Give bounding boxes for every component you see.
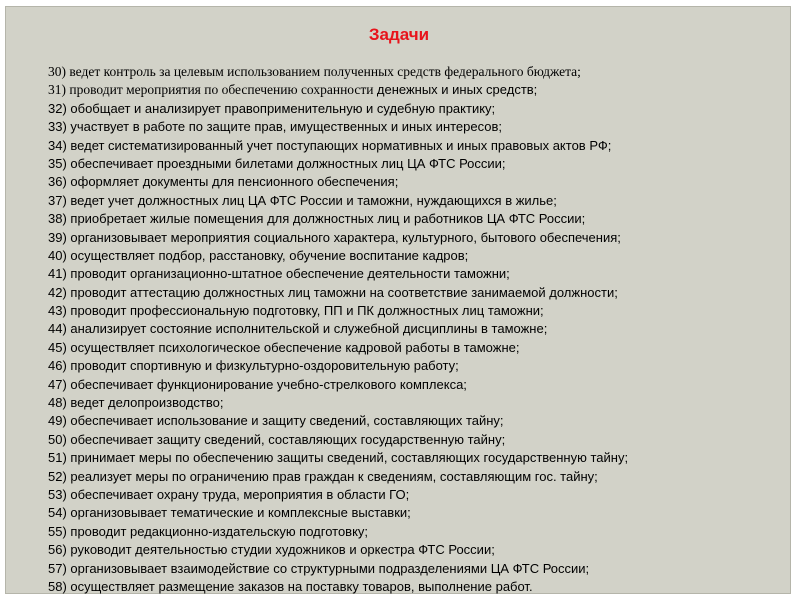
task-text: 53) обеспечивает охрану труда, мероприятия в области ГО;: [48, 486, 410, 502]
task-text: 42) проводит аттестацию должностных лиц таможни на соответствие занимаемой должности;: [48, 284, 618, 300]
task-text: 35) обеспечивает проездными билетами должностных лиц ЦА ФТС России;: [48, 155, 506, 171]
task-list-item: [48, 578, 792, 596]
task-text: 33) участвует в работе по защите прав, имущественных и иных интересов;: [48, 119, 503, 135]
task-list-item: [48, 357, 792, 375]
task-list-item: [48, 137, 792, 155]
task-text: 46) проводит спортивную и физкультурно-оздоровительную работу;: [48, 358, 459, 374]
task-text: 51) принимает меры по обеспечению защиты сведений, составляющих государственную тайну;: [48, 450, 629, 466]
task-list-item: [48, 302, 792, 320]
task-list-item: [48, 541, 792, 559]
task-text-serif: 30) ведет контроль за целевым использованием полученных средств федерального бюджета;: [48, 64, 581, 79]
task-list-item: [48, 449, 792, 467]
task-list-item: [48, 155, 792, 173]
task-list-item: [48, 192, 792, 210]
task-list-item: [48, 229, 792, 247]
task-text: 57) организовывает взаимодействие со структурными подразделениями ЦА ФТС России;: [48, 560, 590, 576]
task-text: 37) ведет учет должностных лиц ЦА ФТС России и таможни, нуждающихся в жилье;: [48, 192, 557, 208]
slide-title: Задачи: [368, 25, 430, 44]
task-list-item: [48, 210, 792, 228]
task-list-item: [48, 100, 792, 118]
task-list-item: [48, 560, 792, 578]
task-text: 34) ведет систематизированный учет поступающих нормативных и иных правовых актов РФ;: [48, 137, 612, 153]
task-list-item: [48, 412, 792, 430]
content-panel: [5, 6, 791, 594]
task-text: 44) анализирует состояние исполнительской и служебной дисциплины в таможне;: [48, 321, 548, 337]
task-text: 39) организовывает мероприятия социального характера, культурного, бытового обеспечения;: [48, 229, 621, 245]
task-list-item: [48, 63, 792, 81]
task-text: 56) руководит деятельностью студии художников и оркестра ФТС России;: [48, 542, 495, 558]
task-text: 32) обобщает и анализирует правоприменительную и судебную практику;: [48, 100, 496, 116]
task-text: 50) обеспечивает защиту сведений, составляющих государственную тайну;: [48, 431, 506, 447]
task-list-item: [48, 431, 792, 449]
task-text: 43) проводит профессиональную подготовку, ПП и ПК должностных лиц таможни;: [48, 303, 544, 319]
task-list-item: [48, 265, 792, 283]
task-list: [48, 63, 792, 596]
task-list-item: [48, 504, 792, 522]
task-list-item: [48, 284, 792, 302]
task-list-item: [48, 486, 792, 504]
task-list-item: [48, 247, 792, 265]
task-list-item: [48, 118, 792, 136]
task-list-item: [48, 376, 792, 394]
task-list-item: [48, 173, 792, 191]
task-text: 40) осуществляет подбор, расстановку, обучение воспитание кадров;: [48, 247, 469, 263]
task-list-item: [48, 394, 792, 412]
task-text: 47) обеспечивает функционирование учебно-стрелкового комплекса;: [48, 376, 467, 392]
task-text-serif: 31) проводит мероприятия по обеспечению сохранности: [48, 82, 377, 98]
task-list-item: [48, 320, 792, 338]
task-list-item: [48, 468, 792, 486]
task-text: денежных и иных средств;: [376, 82, 538, 98]
task-text: 36) оформляет документы для пенсионного обеспечения;: [48, 174, 399, 190]
task-text: 58) осуществляет размещение заказов на поставку товаров, выполнение работ.: [48, 578, 533, 594]
task-list-item: [48, 523, 792, 541]
task-list-item: [48, 339, 792, 357]
task-text: 48) ведет делопроизводство;: [48, 395, 224, 411]
task-text: 41) проводит организационно-штатное обеспечение деятельности таможни;: [48, 266, 510, 282]
task-text: 52) реализует меры по ограничению прав граждан к сведениям, составляющим гос. тайну;: [48, 468, 598, 484]
task-text: 54) организовывает тематические и комплексные выставки;: [48, 505, 411, 521]
task-text: 49) обеспечивает использование и защиту сведений, составляющих тайну;: [48, 413, 504, 429]
task-text: 45) осуществляет психологическое обеспечение кадровой работы в таможне;: [48, 339, 520, 355]
task-text: 55) проводит редакционно-издательскую подготовку;: [48, 523, 369, 539]
task-list-item: [48, 81, 792, 99]
task-text: 38) приобретает жилые помещения для должностных лиц и работников ЦА ФТС России;: [48, 211, 586, 227]
